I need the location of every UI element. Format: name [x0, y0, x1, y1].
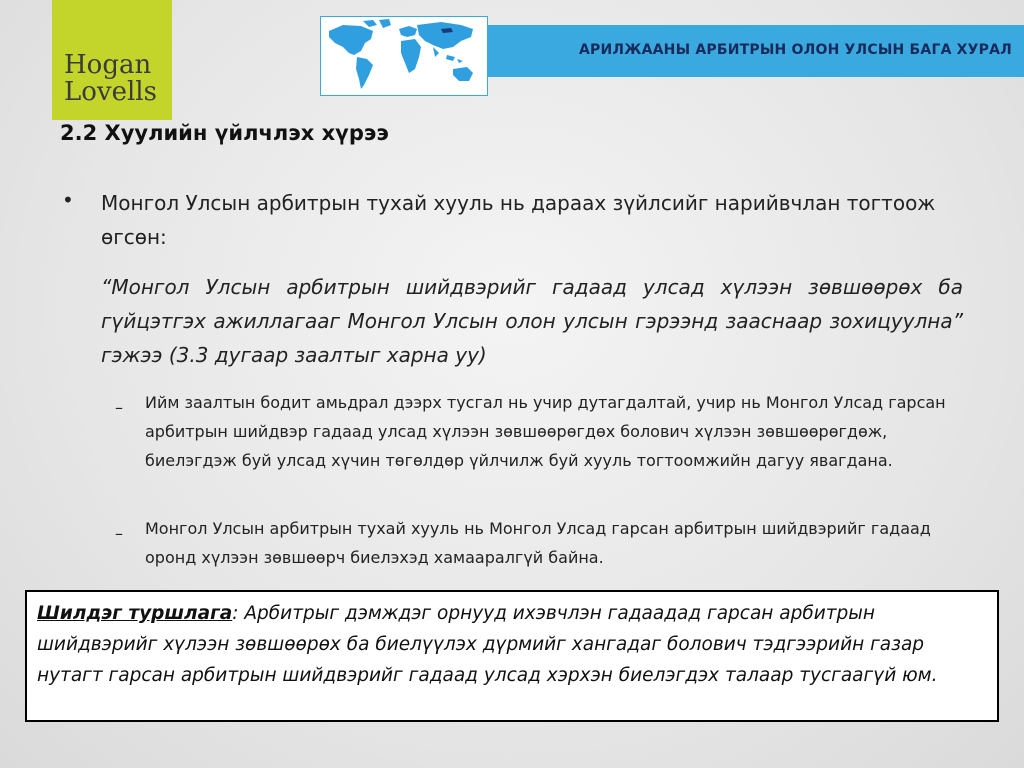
section-title: 2.2 Хуулийн үйлчлэх хүрээ: [60, 121, 389, 145]
logo-text: Hogan Lovells: [64, 50, 157, 107]
best-practice-text: [37, 598, 987, 691]
header-banner: [488, 25, 1024, 77]
hogan-lovells-logo: [52, 0, 172, 120]
banner-title: АРИЛЖААНЫ АРБИТРЫН ОЛОН УЛСЫН БАГА ХУРАЛ: [579, 42, 1012, 58]
world-map-graphic: [321, 17, 487, 95]
quote-text: “Монгол Улсын арбитрын шийдвэрийг гадаад улсад хүлээн зөвшөөрөх ба гүйцэтгэх ажиллагааг Монгол Улсын олон улсын гэрээнд зааснаар зохицуулна” гэжээ (3.3 дугаар заалтыг харна уу): [101, 275, 963, 367]
sub-item-1: Ийм заалтын бодит амьдрал дээрх тусгал нь учир дутагдалтай, учир нь Монгол Улсад гарсан арбитрын шийдвэр гадаад улсад хүлээн зөвшөөрөгдөх болович хүлээн зөвшөөрөгдөж, биелэгдэж буй улсад хүчин төгөлдөр үйлчилж буй хууль тогтоомжийн дагуу явагдана.: [145, 393, 946, 470]
best-practice-box: [25, 590, 999, 722]
dash-icon: –: [115, 398, 123, 417]
bullet-text: Монгол Улсын арбитрын тухай хууль нь дараах зүйлсийг нарийвчлан тогтоож өгсөн:: [101, 191, 936, 249]
world-map-icon: [320, 16, 488, 96]
dash-icon: –: [115, 524, 123, 543]
sub-item-2: Монгол Улсын арбитрын тухай хууль нь Монгол Улсад гарсан арбитрын шийдвэрийг гадаад оронд хүлээн зөвшөөрч биелэхэд хамааралгүй байна.: [145, 519, 931, 567]
bullet-icon: •: [62, 188, 74, 212]
best-practice-body: : Арбитрыг дэмждэг орнууд ихэвчлэн гадаадад гарсан арбитрын шийдвэрийг хүлээн зөвшөөрөх ба биелүүлэх дүрмийг хангадаг болович тэдгээрийн газар нутагт гарсан арбитрын шийдвэрийг гадаад улсад хэрхэн биелэгдэх талаар тусгаагүй юм.: [37, 603, 938, 686]
best-practice-label: Шилдэг туршлага: [37, 603, 233, 624]
